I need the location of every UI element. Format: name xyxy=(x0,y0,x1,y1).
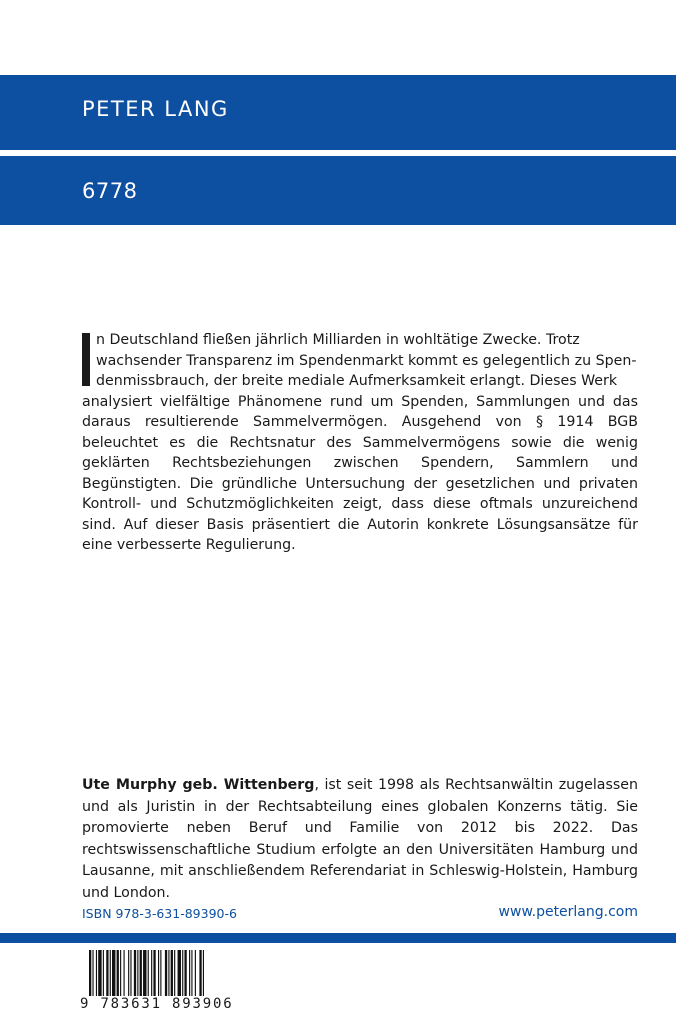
barcode-bar xyxy=(103,950,104,996)
barcode-bar xyxy=(112,950,115,996)
drop-initial-i xyxy=(82,333,90,386)
author-bio-text: , ist seit 1998 als Rechtsanwältin zugelassen und als Juristin in der Rechtsabteilung eines globalen Konzerns tätig. Sie promovierte neben Beruf und Familie von 2012 bis 2022. Das rechtswissenschaftliche Studium erfolgte an den Universitäten Hamburg und Lausanne, mit anschließendem Referendariat in Schleswig-Holstein, Hamburg und London. xyxy=(82,777,639,901)
blurb-body: analysiert vielfältige Phänomene rund um Spenden, Sammlungen und das daraus resultierende Sammelvermögen. Ausgehend von § 1914 BGB beleuchtet es die Rechtsnatur des Sammelvermögens sowie die wenig geklärten Rechtsbeziehungen zwischen Spendern, Sammlern und Begünstigten. Die gründliche Untersuchung der gesetzlichen und privaten Kontroll- und Schutzmöglichkeiten zeigt, dass diese oftmals unzureichend sind. Auf dieser Basis präsentiert die Autorin konkrete Lösungsansätze für eine verbesserte Regulierung. xyxy=(82,393,638,553)
barcode-bar xyxy=(143,950,146,996)
barcode xyxy=(80,946,252,1016)
blurb-line: denmissbrauch, der breite mediale Aufmerksamkeit erlangt. Dieses Werk xyxy=(96,373,618,389)
barcode-bar xyxy=(140,950,142,996)
barcode-bar xyxy=(203,950,204,996)
barcode-bar xyxy=(137,950,138,996)
blurb-first-lines xyxy=(96,330,638,392)
barcode-bar xyxy=(178,950,181,996)
blurb-line: wachsender Transparenz im Spendenmarkt kommt es gelegentlich zu Spen- xyxy=(96,352,637,369)
barcode-bar xyxy=(134,950,136,996)
author-name: Ute Murphy geb. Wittenberg xyxy=(82,777,315,793)
blurb-line: n Deutschland fließen jährlich Milliarden in wohltätige Zwecke. Trotz xyxy=(96,332,580,348)
barcode-bar xyxy=(89,950,91,996)
barcode-bar xyxy=(96,950,97,996)
barcode-bar xyxy=(158,950,159,996)
barcode-bar xyxy=(160,950,161,996)
barcode-bar xyxy=(168,950,169,996)
barcode-bar xyxy=(191,950,192,996)
publisher-name: PETER LANG xyxy=(82,97,229,121)
barcode-bars xyxy=(89,950,249,996)
barcode-bar xyxy=(199,950,201,996)
barcode-bar xyxy=(153,950,155,996)
barcode-bar xyxy=(128,950,129,996)
barcode-bar xyxy=(120,950,121,996)
barcode-bar xyxy=(130,950,131,996)
author-bio xyxy=(82,775,638,904)
barcode-bar xyxy=(171,950,173,996)
isbn: ISBN 978-3-631-89390-6 xyxy=(82,906,237,921)
bottom-band xyxy=(0,933,676,943)
publisher-band xyxy=(0,75,676,150)
barcode-bar xyxy=(106,950,108,996)
barcode-bar xyxy=(98,950,101,996)
barcode-bar xyxy=(189,950,190,996)
barcode-digits: 9 783631 893906 xyxy=(80,996,234,1012)
series-number: 6778 xyxy=(82,179,138,203)
barcode-bar xyxy=(117,950,119,996)
publisher-website-link[interactable]: www.peterlang.com xyxy=(498,904,638,920)
barcode-bar xyxy=(124,950,125,996)
barcode-bar xyxy=(184,950,186,996)
barcode-bar xyxy=(165,950,167,996)
barcode-bar xyxy=(92,950,93,996)
barcode-bar xyxy=(182,950,183,996)
series-band xyxy=(0,156,676,225)
barcode-bar xyxy=(110,950,111,996)
barcode-bar xyxy=(148,950,149,996)
barcode-bar xyxy=(195,950,196,996)
barcode-bar xyxy=(174,950,175,996)
barcode-bar xyxy=(151,950,152,996)
